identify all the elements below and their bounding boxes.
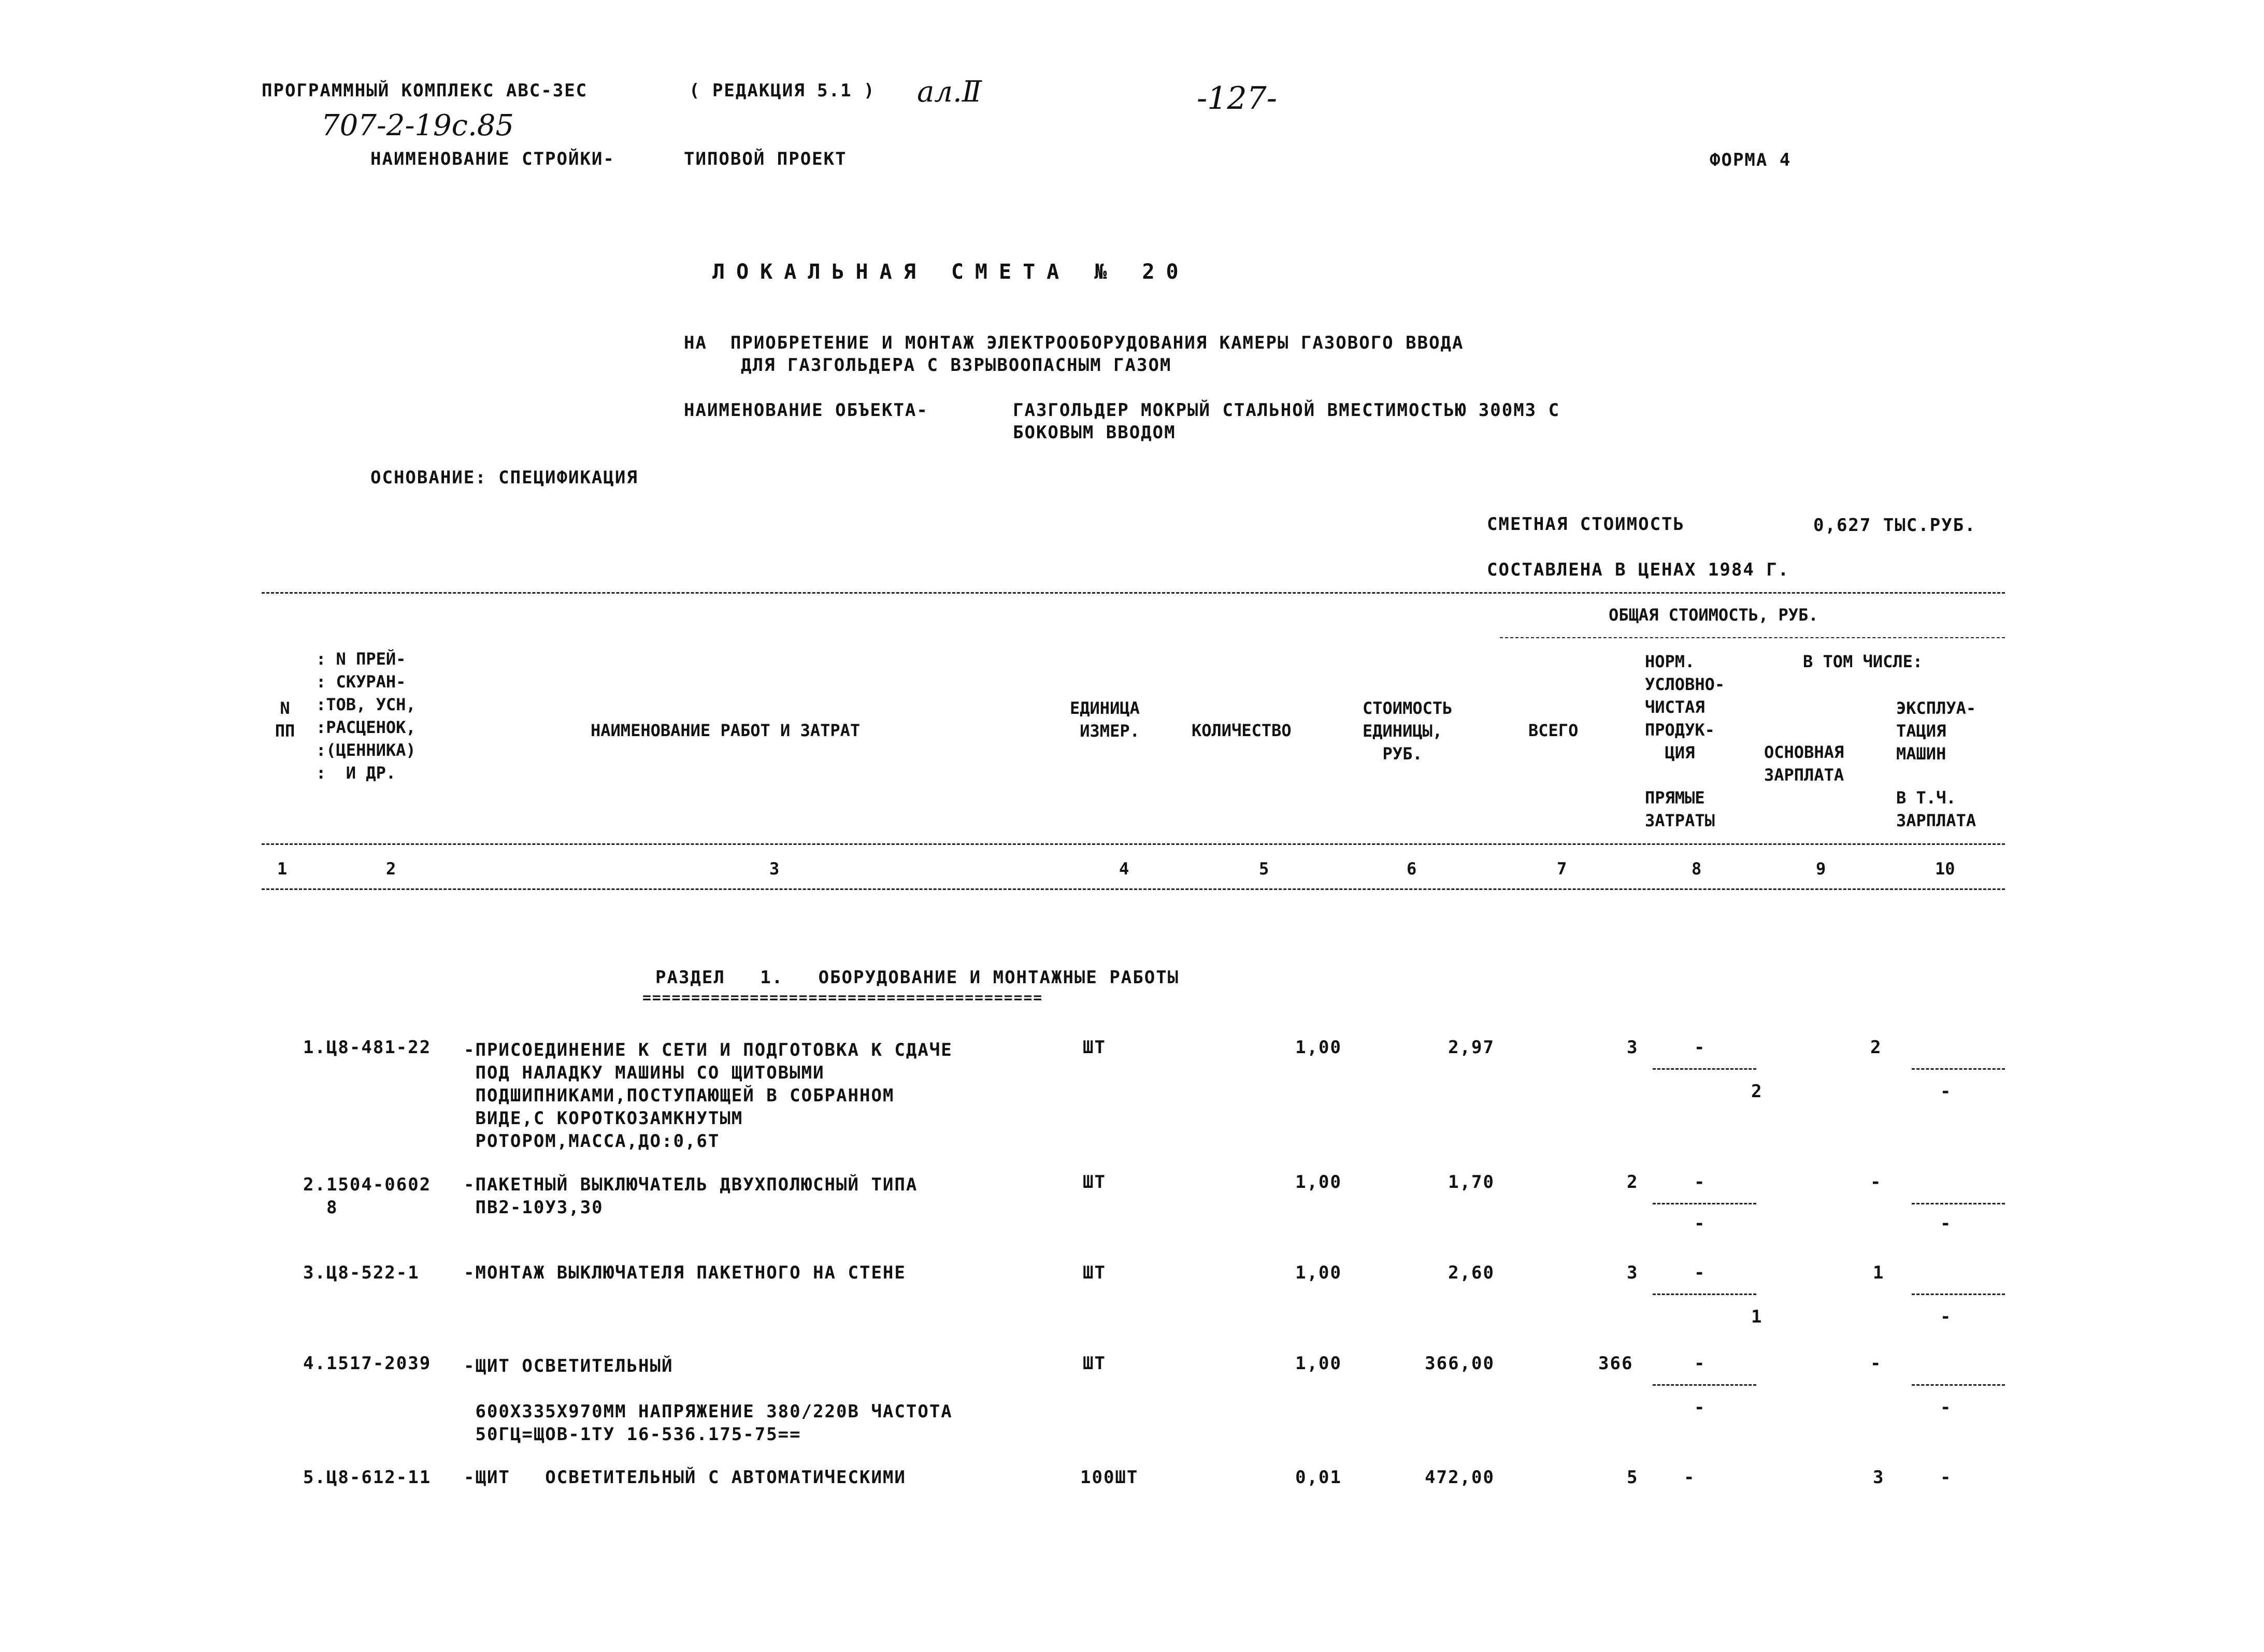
form-number: ФОРМА 4 [1710,150,1792,170]
row-5-c10: 3 [1873,1467,1885,1488]
col-header-n: N ПП [275,698,295,741]
row-1-c9: 2 [1751,1081,1763,1102]
col-number-5: 5 [1259,859,1269,879]
section-underline: ========================================= [642,989,1043,1006]
construction-label: НАИМЕНОВАНИЕ СТРОЙКИ- [370,149,615,169]
row-1-c10b: - [1940,1081,1952,1102]
header-bottom-rule [262,843,2005,845]
cost-value: 0,627 ТЫС.РУБ. [1813,515,1976,536]
row-4-c8: - [1694,1353,1706,1374]
col-header-qty: КОЛИЧЕСТВО [1192,721,1292,740]
row-5-unit: 100ШТ [1080,1467,1139,1488]
col-header-code: : N ПРЕЙ- : СКУРАН- :ТОВ, УСН, :РАСЦЕНОК, :(ЦЕННИКА) : И ДР. [316,649,416,783]
row-5-price: 472,00 [1425,1467,1495,1488]
col-header-incl: В ТОМ ЧИСЛЕ: [1803,652,1923,671]
row-3-c10: 1 [1873,1262,1885,1283]
row-4-code: 4.1517-2039 [303,1353,432,1374]
object-line-2: БОКОВЫМ ВВОДОМ [1013,422,1176,443]
section-title: РАЗДЕЛ 1. ОБОРУДОВАНИЕ И МОНТАЖНЫЕ РАБОТЫ [655,967,1180,988]
row-5-name: -ЩИТ ОСВЕТИТЕЛЬНЫЙ С АВТОМАТИЧЕСКИМИ [464,1467,906,1488]
row-1-c8-rule [1653,1068,1756,1070]
row-2-c8-rule [1653,1203,1756,1204]
row-5-c8: - [1684,1467,1696,1488]
col-header-unit-price: СТОИМОСТЬ ЕДИНИЦЫ, РУБ. [1363,698,1453,764]
row-2-name: -ПАКЕТНЫЙ ВЫКЛЮЧАТЕЛЬ ДВУХПОЛЮСНЫЙ ТИПА ПВ2-10У3,30 [464,1174,918,1218]
col-header-total: ВСЕГО [1528,721,1579,740]
row-2-total: 2 [1627,1172,1639,1193]
row-3-code: 3.Ц8-522-1 [303,1262,420,1283]
purpose-line-1: НА ПРИОБРЕТЕНИЕ И МОНТАЖ ЭЛЕКТРООБОРУДОВАНИЯ КАМЕРЫ ГАЗОВОГО ВВОДА [684,333,1464,353]
row-4-c10: - [1870,1353,1882,1374]
col-number-2: 2 [386,859,396,879]
doc-title: ЛОКАЛЬНАЯ СМЕТА № 20 [712,260,1190,284]
row-4-name: -ЩИТ ОСВЕТИТЕЛЬНЫЙ 600X335X970ММ НАПРЯЖЕНИЕ 380/220В ЧАСТОТА 50ГЦ=ЩОВ-1ТУ 16-536.175-75== [464,1356,953,1445]
col-number-9: 9 [1816,859,1826,879]
project-code: 707-2-19с.85 [321,109,514,142]
col-number-6: 6 [1407,859,1417,879]
col-header-base-salary: ОСНОВНАЯ ЗАРПЛАТА [1764,742,1844,785]
col-header-total-group: ОБЩАЯ СТОИМОСТЬ, РУБ. [1609,605,1818,625]
row-4-c8b: - [1694,1397,1706,1418]
basis: ОСНОВАНИЕ: СПЕЦИФИКАЦИЯ [370,467,638,488]
col-number-3: 3 [769,859,780,879]
row-3-qty: 1,00 [1295,1262,1342,1283]
col-header-direct-costs: ПРЯМЫЕ ЗАТРАТЫ [1645,788,1715,830]
col-header-net-output: НОРМ. УСЛОВНО- ЧИСТАЯ ПРОДУК- ЦИЯ [1645,652,1725,763]
row-2-code: 2.1504-0602 8 [303,1174,432,1218]
cost-label: СМЕТНАЯ СТОИМОСТЬ [1487,514,1685,535]
row-2-c8b: - [1694,1213,1706,1234]
row-5-qty: 0,01 [1295,1467,1342,1488]
row-5-code: 5.Ц8-612-11 [303,1467,432,1488]
row-2-qty: 1,00 [1295,1172,1342,1193]
row-4-qty: 1,00 [1295,1353,1342,1374]
row-1-c10-rule [1912,1068,2005,1070]
row-4-price: 366,00 [1425,1353,1495,1374]
object-label: НАИМЕНОВАНИЕ ОБЪЕКТА- [684,400,928,421]
row-3-price: 2,60 [1448,1262,1495,1283]
row-1-qty: 1,00 [1295,1037,1342,1058]
row-1-c8: - [1694,1037,1706,1058]
row-3-total: 3 [1627,1262,1639,1283]
handwritten-sheet-mark: ал.Ⅱ [917,75,982,109]
row-4-c10b: - [1940,1397,1952,1418]
col-number-4: 4 [1119,859,1129,879]
col-number-1: 1 [277,859,288,879]
row-3-c10-rule [1912,1294,2005,1295]
row-1-name: -ПРИСОЕДИНЕНИЕ К СЕТИ И ПОДГОТОВКА К СДАЧЕ ПОД НАЛАДКУ МАШИНЫ СО ЩИТОВЫМИ ПОДШИПНИКАМИ,ПОСТУПАЮЩЕЙ В СОБРАННОМ ВИДЕ,С КОРОТКОЗАМКНУТЫМ РОТОРОМ,МАССА,ДО:0,6Т [464,1040,953,1152]
row-2-c10b: - [1940,1213,1952,1234]
row-3-c9: 1 [1751,1306,1763,1327]
row-4-total: 366 [1598,1353,1633,1374]
row-3-name: -МОНТАЖ ВЫКЛЮЧАТЕЛЯ ПАКЕТНОГО НА СТЕНЕ [464,1262,906,1283]
row-3-unit: ШТ [1083,1262,1106,1283]
software-edition: ( РЕДАКЦИЯ 5.1 ) [689,80,876,101]
table-number-rule [262,888,2005,890]
row-1-total: 3 [1627,1037,1639,1058]
row-2-c8: - [1694,1172,1706,1193]
prices-note: СОСТАВЛЕНА В ЦЕНАХ 1984 Г. [1487,559,1790,580]
col-number-7: 7 [1557,859,1567,879]
row-5-total: 5 [1627,1467,1639,1488]
row-1-unit: ШТ [1083,1037,1106,1058]
object-line-1: ГАЗГОЛЬДЕР МОКРЫЙ СТАЛЬНОЙ ВМЕСТИМОСТЬЮ 300М3 С [1013,400,1560,421]
software-name: ПРОГРАММНЫЙ КОМПЛЕКС АВС-3ЕС [262,80,588,101]
row-1-c10: 2 [1870,1037,1882,1058]
col-number-10: 10 [1935,859,1955,879]
row-1-price: 2,97 [1448,1037,1495,1058]
col-header-incl-salary: В Т.Ч. ЗАРПЛАТА [1896,788,1976,830]
table-top-rule [262,592,2005,594]
col-header-unit: ЕДИНИЦА ИЗМЕР. [1070,698,1140,741]
row-2-c10-rule [1912,1203,2005,1204]
row-4-unit: ШТ [1083,1353,1106,1374]
purpose-line-2: ДЛЯ ГАЗГОЛЬДЕРА С ВЗРЫВООПАСНЫМ ГАЗОМ [741,355,1172,376]
col-header-name: НАИМЕНОВАНИЕ РАБОТ И ЗАТРАТ [591,721,861,740]
row-4-c8-rule [1653,1384,1756,1386]
group-rule [1500,637,2005,638]
col-header-machines: ЭКСПЛУА- ТАЦИЯ МАШИН [1896,698,1976,764]
page-number: -127- [1197,80,1278,117]
col-number-8: 8 [1692,859,1702,879]
row-1-code: 1.Ц8-481-22 [303,1037,432,1058]
row-2-unit: ШТ [1083,1172,1106,1193]
construction-value: ТИПОВОЙ ПРОЕКТ [684,149,847,169]
row-3-c8: - [1694,1262,1706,1283]
row-2-price: 1,70 [1448,1172,1495,1193]
row-3-c8-rule [1653,1294,1756,1295]
row-4-c10-rule [1912,1384,2005,1386]
row-5-c10b: - [1940,1467,1952,1488]
row-3-c10b: - [1940,1306,1952,1327]
row-2-c10: - [1870,1172,1882,1193]
